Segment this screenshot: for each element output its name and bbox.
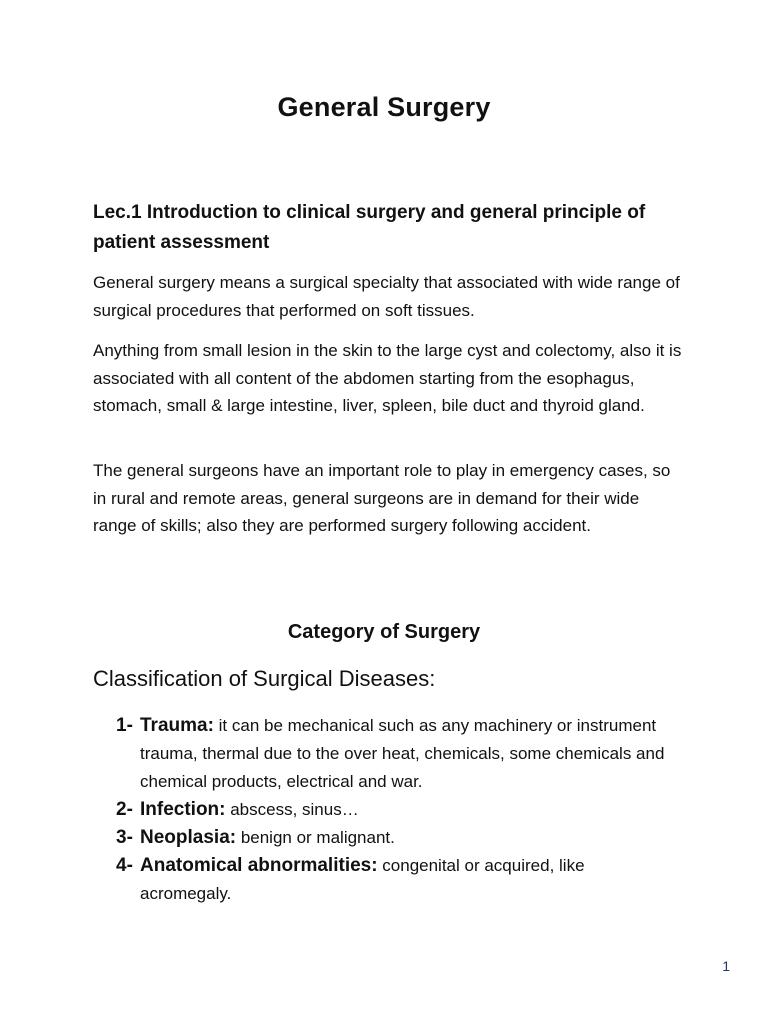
list-item-description: it can be mechanical such as any machinery or instrument trauma, thermal due to the over heat, chemicals, some chemicals and chemical products, electrical and war.: [140, 716, 665, 791]
role-paragraph: The general surgeons have an important role to play in emergency cases, so in rural and remote areas, general surgeons are in demand for their wide range of skills; also they are performed surgery following accident.: [93, 461, 671, 535]
list-item-description: congenital or acquired, like acromegaly.: [140, 856, 585, 903]
list-item-description: abscess, sinus…: [225, 800, 359, 819]
list-item-number: 4-: [116, 855, 133, 876]
list-item-term: Infection:: [140, 799, 226, 820]
list-item-number: 2-: [116, 799, 133, 820]
list-item: [116, 712, 676, 796]
classification-list: [116, 712, 676, 908]
list-item-term: Neoplasia:: [140, 827, 237, 848]
lecture-heading: Lec.1 Introduction to clinical surgery and general principle of patient assessment: [93, 202, 646, 253]
document-title: General Surgery: [277, 92, 491, 122]
list-item: [116, 852, 676, 908]
list-item: [116, 824, 676, 852]
list-item: [116, 796, 676, 824]
list-item-term: Trauma:: [140, 715, 214, 736]
scope-paragraph: Anything from small lesion in the skin to the large cyst and colectomy, also it is associated with all content of the abdomen starting from the esophagus, stomach, small & large intestine, liver, spleen, bile duct and thyroid gland.: [93, 341, 682, 415]
list-item-term: Anatomical abnormalities:: [140, 855, 378, 876]
intro-paragraph: General surgery means a surgical specialty that associated with wide range of surgical procedures that performed on soft tissues.: [93, 273, 680, 320]
section-heading: Category of Surgery: [287, 621, 481, 643]
list-item-number: 1-: [116, 715, 133, 736]
page-number: 1: [722, 958, 730, 974]
classification-subheading: Classification of Surgical Diseases:: [93, 666, 436, 691]
list-item-description: benign or malignant.: [236, 828, 395, 847]
list-item-number: 3-: [116, 827, 133, 848]
